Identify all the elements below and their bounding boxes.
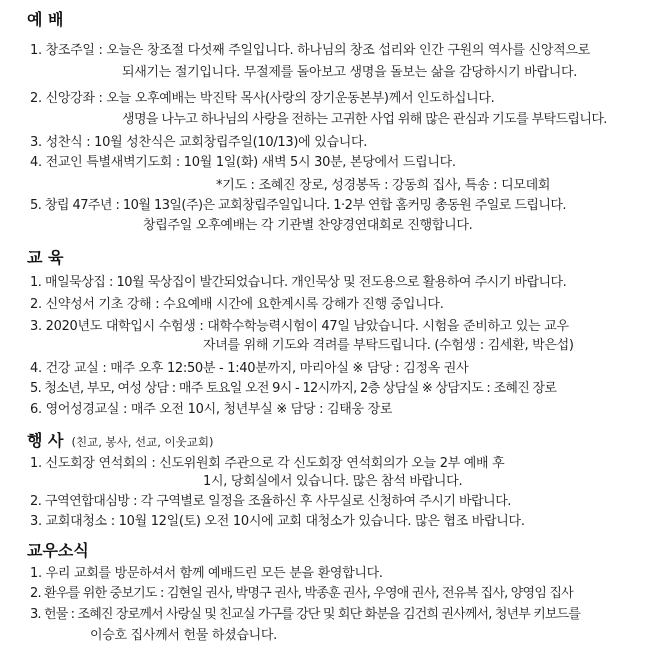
worship-line-8: 5. 창립 47주년 : 10월 13일(주)은 교회창립주일입니다. 1·2부 연합 홈커밍 총동원 주일로 드립니다. — [30, 198, 566, 213]
section-heading-worship: 예 배 — [27, 10, 64, 29]
section-heading-events — [27, 428, 213, 451]
education-line-5: 4. 건강 교실 : 매주 오후 12:50분 - 1:40분까지, 마리아실 ※ 담당 : 김정옥 권사 — [30, 361, 469, 376]
education-line-3: 3. 2020년도 대학입시 수험생 : 대학수학능력시험이 47일 남았습니다. 시험을 준비하고 있는 교우 — [30, 319, 569, 334]
section-heading-events-title: 행 사 — [27, 431, 64, 450]
worship-line-5: 3. 성찬식 : 10월 성찬식은 교회창립주일(10/13)에 있습니다. — [30, 135, 368, 150]
events-line-2: 1시, 당회실에서 있습니다. 많은 참석 바랍니다. — [203, 474, 463, 489]
news-line-1: 1. 우리 교회를 방문하셔서 함께 예배드린 모든 분을 환영합니다. — [30, 566, 383, 581]
section-heading-news: 교우소식 — [27, 541, 89, 560]
worship-line-4: 생명을 나누고 하나님의 사랑을 전하는 고귀한 사업 위해 많은 관심과 기도를 부탁드립니다. — [122, 112, 607, 127]
worship-line-2: 되새기는 절기입니다. 무절제를 돌아보고 생명을 돌보는 삶을 감당하시기 바랍니다. — [122, 65, 578, 80]
news-line-4: 이승호 집사께서 헌물 하셨습니다. — [90, 628, 277, 643]
news-line-2: 2. 환우를 위한 중보기도 : 김현일 권사, 박명구 권사, 박종훈 권사, 우영애 권사, 전유복 집사, 양영임 집사 — [30, 586, 573, 601]
events-line-1: 1. 신도회장 연석회의 : 신도위원회 주관으로 각 신도회장 연석회의가 오늘 2부 예배 후 — [30, 456, 505, 471]
education-line-6: 5. 청소년, 부모, 여성 상담 : 매주 토요일 오전 9시 - 12시까지, 2층 상담실 ※ 상담지도 : 조혜진 장로 — [30, 381, 557, 396]
worship-line-9: 창립주일 오후예배는 각 기관별 찬양경연대회로 진행합니다. — [143, 218, 473, 233]
worship-line-6: 4. 전교인 특별새벽기도회 : 10월 1일(화) 새벽 5시 30분, 본당에서 드립니다. — [30, 155, 456, 170]
education-line-4: 자녀를 위해 기도와 격려를 부탁드립니다. (수험생 : 김세환, 박은섭) — [203, 338, 574, 353]
education-line-7: 6. 영어성경교실 : 매주 오전 10시, 청년부실 ※ 담당 : 김태웅 장로 — [30, 402, 393, 417]
events-line-4: 3. 교회대청소 : 10월 12일(토) 오전 10시에 교회 대청소가 있습니다. 많은 협조 바랍니다. — [30, 514, 525, 529]
worship-line-7: *기도 : 조혜진 장로, 성경봉독 : 강동희 집사, 특송 : 디모데회 — [216, 178, 551, 193]
education-line-1: 1. 매일묵상집 : 10월 묵상집이 발간되었습니다. 개인묵상 및 전도용으로 활용하여 주시기 바랍니다. — [30, 275, 567, 290]
worship-line-3: 2. 신앙강좌 : 오늘 오후예배는 박진탁 목사(사랑의 장기운동본부)께서 인도하십니다. — [30, 91, 495, 106]
section-heading-events-note: (친교, 봉사, 선교, 이웃교회) — [71, 435, 214, 449]
news-line-3: 3. 헌물 : 조혜진 장로께서 사랑실 및 친교실 가구를 강단 및 회단 화분을 김건희 권사께서, 청년부 키보드를 — [30, 607, 581, 622]
events-line-3: 2. 구역연합대심방 : 각 구역별로 일정을 조율하신 후 사무실로 신청하여 주시기 바랍니다. — [30, 494, 511, 509]
worship-line-1: 1. 창조주일 : 오늘은 창조절 다섯째 주일입니다. 하나님의 창조 섭리와 인간 구원의 역사를 신앙적으로 — [30, 43, 590, 58]
section-heading-education: 교 육 — [27, 248, 64, 267]
education-line-2: 2. 신약성서 기초 강해 : 수요예배 시간에 요한계시록 강해가 진행 중입니다. — [30, 297, 444, 312]
